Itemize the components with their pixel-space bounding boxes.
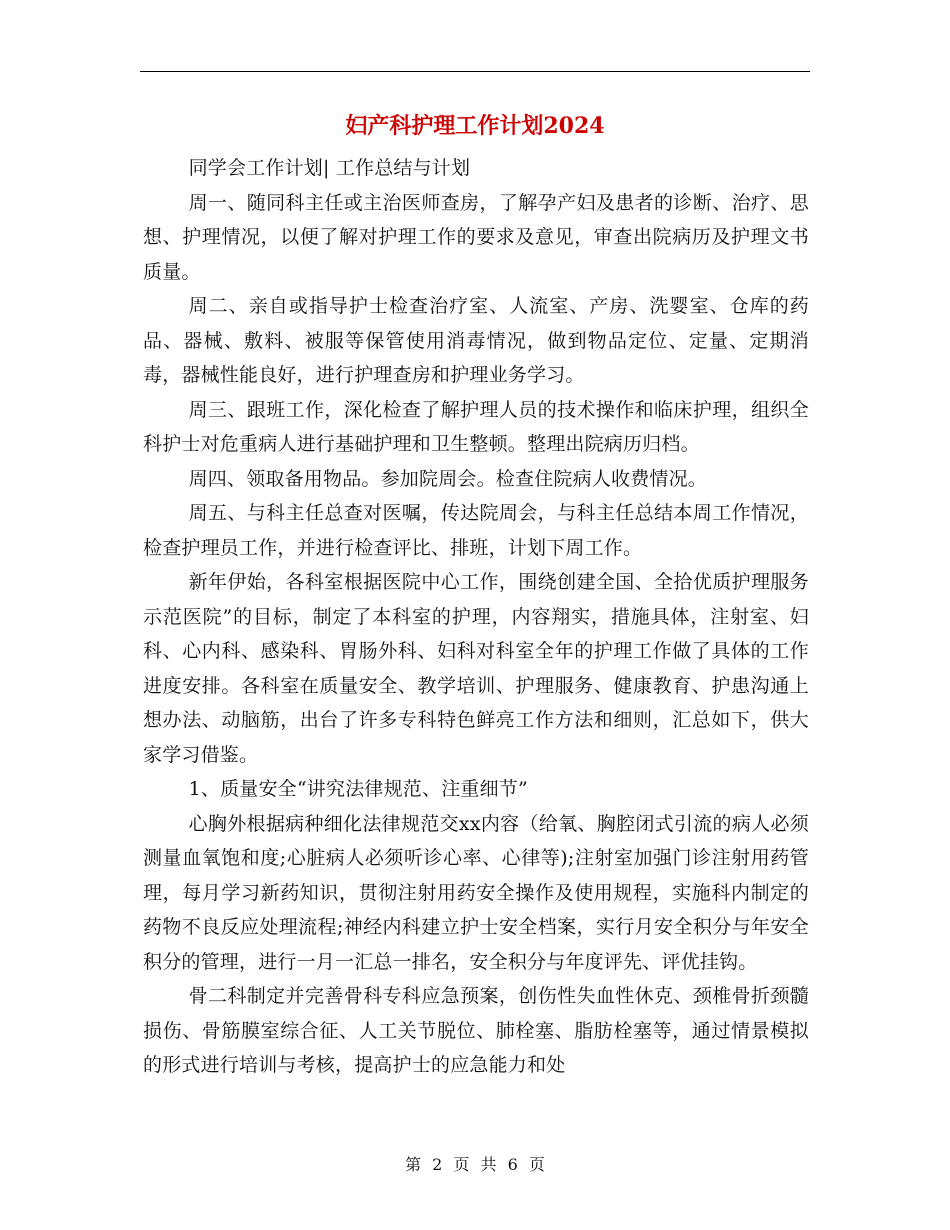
paragraph-monday: 周一、随同科主任或主治医师查房，了解孕产妇及患者的诊断、治疗、思想、护理情况，以便了解对护理工作的要求及意见，审查出院病历及护理文书质量。 xyxy=(143,191,809,283)
section-heading-quality-safety: 1、质量安全“讲究法律规范、注重细节” xyxy=(188,778,528,800)
paragraph-orthopedics: 骨二科制定并完善骨科专科应急预案，创伤性失血性休克、颈椎骨折颈髓损伤、骨筋膜室综合征、人工关节脱位、肺栓塞、脂肪栓塞等，通过情景模拟的形式进行培训与考核，提高护士的应急能力和处 xyxy=(143,985,809,1076)
header-rule xyxy=(140,71,810,72)
paragraph-cardiothoracic: 心胸外根据病种细化法律规范交xx内容（给氧、胸腔闭式引流的病人必须测量血氧饱和度;心脏病人必须听诊心率、心律等);注射室加强门诊注射用药管理，每月学习新药知识，贯彻注射用药安全操作及使用规程，实施科内制定的药物不良反应处理流程;神经内科建立护士安全档案，实行月安全积分与年安全积分的管理，进行一月一汇总一排名，安全积分与年度评先、评优挂钩。 xyxy=(143,812,809,973)
paragraph-subtitle: 同学会工作计划| 工作总结与计划 xyxy=(188,157,471,179)
document-title: 妇产科护理工作计划2024 xyxy=(345,113,605,139)
paragraph-friday: 周五、与科主任总查对医嘱，传达院周会，与科主任总结本周工作情况，检查护理员工作，并进行检查评比、排班，计划下周工作。 xyxy=(143,502,809,559)
page-number-footer: 第 2 页 共 6 页 xyxy=(405,1155,545,1174)
paragraph-new-year: 新年伊始，各科室根据医院中心工作，围绕创建全国、全拾优质护理服务示范医院”的目标，制定了本科室的护理，内容翔实，措施具体，注射室、妇科、心内科、感染科、胃肠外科、妇科对科室全年的护理工作做了具体的工作进度安排。各科室在质量安全、教学培训、护理服务、健康教育、护患沟通上想办法、动脑筋，出台了许多专科特色鲜亮工作方法和细则，汇总如下，供大家学习借鉴。 xyxy=(143,571,809,766)
paragraph-tuesday: 周二、亲自或指导护士检查治疗室、人流室、产房、洗婴室、仓库的药品、器械、敷料、被服等保管使用消毒情况，做到物品定位、定量、定期消毒，器械性能良好，进行护理查房和护理业务学习。 xyxy=(143,295,809,386)
document-body xyxy=(143,151,809,1083)
paragraph-thursday: 周四、领取备用物品。参加院周会。检查住院病人收费情况。 xyxy=(188,467,707,490)
paragraph-wednesday: 周三、跟班工作，深化检查了解护理人员的技术操作和临床护理，组织全科护士对危重病人进行基础护理和卫生整顿。整理出院病历归档。 xyxy=(143,398,809,455)
